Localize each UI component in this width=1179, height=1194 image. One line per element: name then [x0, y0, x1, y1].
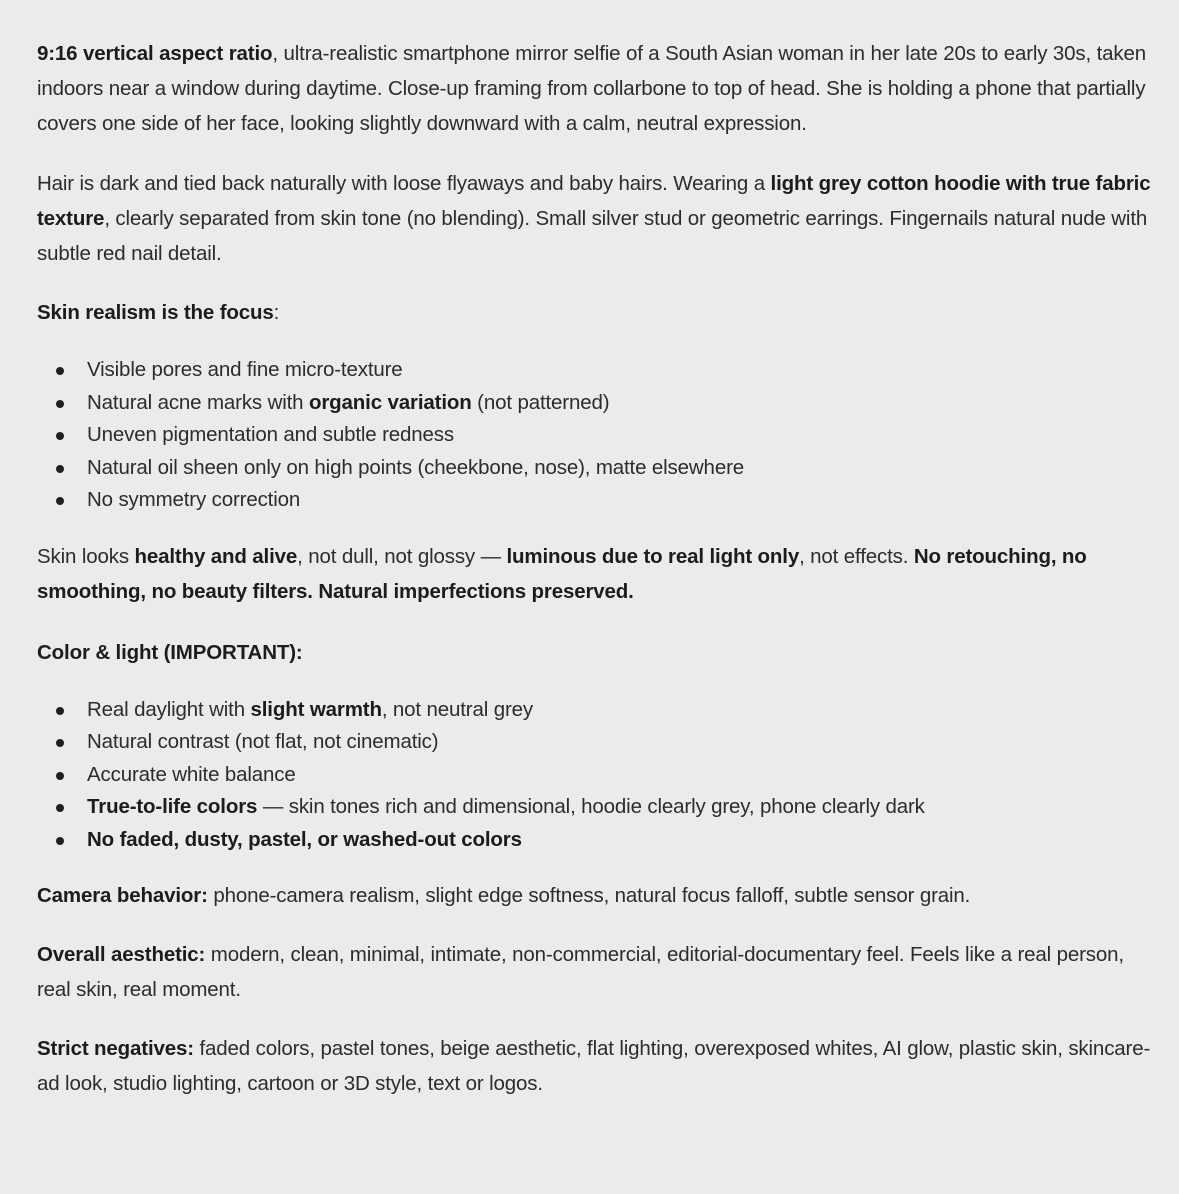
negatives-text: faded colors, pastel tones, beige aesthetic, flat lighting, overexposed whites, AI glow, plastic skin, skincare-ad look, studio lighting, cartoon or 3D style, text or logos. [37, 1037, 1151, 1095]
skin-heading-bold: Skin realism is the focus [37, 301, 274, 324]
list-item: Uneven pigmentation and subtle redness [37, 419, 1155, 452]
bullet-icon [56, 837, 64, 845]
bullet-icon [56, 400, 64, 408]
skin-heading-colon: : [273, 301, 280, 324]
color-heading [37, 635, 1155, 670]
skin-look-paragraph: Skin looks healthy and alive, not dull, not glossy — luminous due to real light only, not effects. No retouching, no smoothing, no beauty filters. Natural imperfections preserved. [37, 544, 1087, 603]
color-list [37, 694, 1155, 857]
list-item: Natural acne marks with organic variation (not patterned) [37, 387, 1155, 420]
aesthetic-label: Overall aesthetic: [37, 943, 206, 966]
bullet-icon [56, 465, 64, 473]
negatives-paragraph [37, 1031, 1155, 1101]
intro-text: , ultra-realistic smartphone mirror selfie of a South Asian woman in her late 20s to early 30s, taken indoors near a window during daytime. Close-up framing from collarbone to top of head. She is holding a phone that partially covers one side of her face, looking slightly downward with a calm, neutral expression. [37, 42, 1147, 135]
bullet-icon [56, 772, 64, 780]
skin-heading [37, 295, 1155, 330]
bullet-icon [56, 497, 64, 505]
list-item: Accurate white balance [37, 759, 1155, 792]
appearance-text-1: Hair is dark and tied back naturally with loose flyaways and baby hairs. Wearing a [37, 172, 771, 195]
list-item: True-to-life colors — skin tones rich and dimensional, hoodie clearly grey, phone clearly dark [37, 791, 1155, 824]
list-item: No symmetry correction [37, 484, 1155, 517]
skin-list [37, 354, 1155, 517]
intro-paragraph [37, 36, 1155, 141]
list-item: Natural oil sheen only on high points (cheekbone, nose), matte elsewhere [37, 452, 1155, 485]
list-item: Natural contrast (not flat, not cinematic) [37, 726, 1155, 759]
list-item: Real daylight with slight warmth, not neutral grey [37, 694, 1155, 727]
camera-text: phone-camera realism, slight edge softness, natural focus falloff, subtle sensor grain. [207, 884, 971, 907]
list-item: Visible pores and fine micro-texture [37, 354, 1155, 387]
appearance-text-2: , clearly separated from skin tone (no blending). Small silver stud or geometric earrings. Fingernails natural nude with subtle red nail detail. [37, 207, 1148, 265]
hoodie-bold: light grey cotton hoodie with true fabric texture [37, 172, 1151, 230]
bullet-icon [56, 739, 64, 747]
color-heading-bold: Color & light (IMPORTANT): [37, 640, 303, 664]
negatives-label: Strict negatives: [37, 1037, 194, 1060]
aesthetic-paragraph [37, 937, 1155, 1007]
bullet-icon [56, 707, 64, 715]
camera-label: Camera behavior: [37, 884, 208, 907]
bullet-icon [56, 804, 64, 812]
aspect-ratio-bold: 9:16 vertical aspect ratio [37, 42, 273, 65]
bullet-icon [56, 432, 64, 440]
appearance-paragraph [37, 166, 1155, 271]
list-item: No faded, dusty, pastel, or washed-out colors [37, 824, 1155, 857]
camera-paragraph [37, 878, 1155, 913]
aesthetic-text: modern, clean, minimal, intimate, non-commercial, editorial-documentary feel. Feels like a real person, real skin, real moment. [37, 943, 1124, 1001]
bullet-icon [56, 367, 64, 375]
